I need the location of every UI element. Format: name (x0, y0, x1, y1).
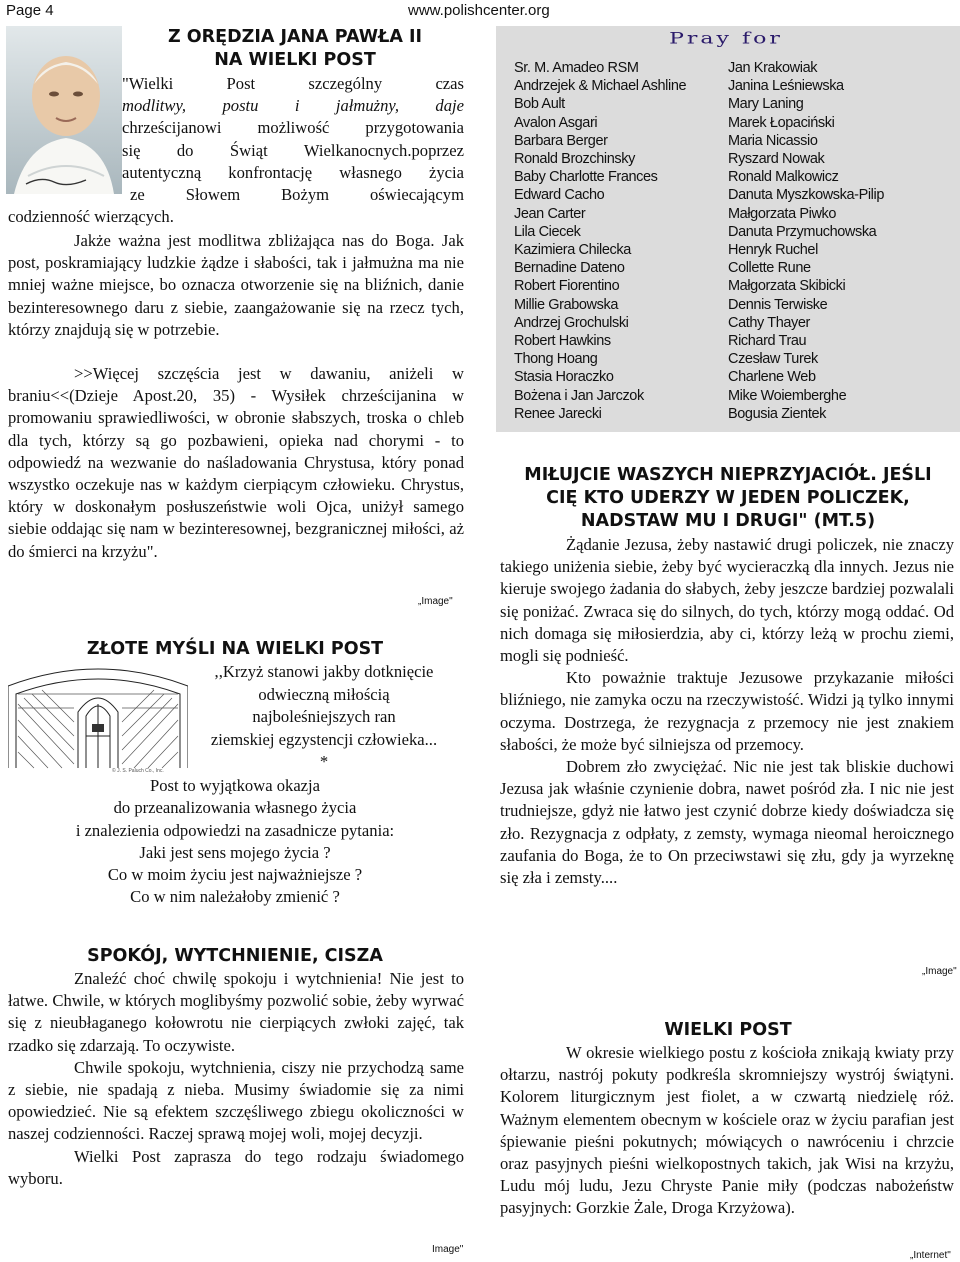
prayer-name: Maria Nicassio (728, 132, 818, 149)
intro-line: się do Świąt Wielkanocnych.poprzez (122, 140, 464, 160)
prayer-name: Robert Fiorentino (514, 278, 620, 295)
article3-title: SPOKÓJ, WYTCHNIENIE, CISZA (87, 946, 383, 966)
prayer-name: Dennis Terwiske (728, 296, 828, 313)
poem-line: Co w nim należałoby zmienić ? (130, 887, 340, 907)
poem-line: Co w moim życiu jest najważniejsze ? (107, 865, 363, 885)
article3-body (8, 968, 464, 1190)
prayer-name: Henryk Ruchel (728, 242, 818, 259)
prayer-name: Richard Trau (728, 333, 807, 350)
article1-body: Jakże ważna jest modlitwa zbliżająca nas do Boga. Jak post, poskramiający ludzkie żądze i słabości, tak i jałmużna ma nie mniej ważne miejsce, bo oznacza otworzenie się na bliźnich, danie bezinteresownego daru z siebie, zaangażowanie się na rzecz tych, którzy znajdują się w potrzebie. (8, 231, 464, 339)
article4-paragraph: Żądanie Jezusa, żeby nastawić drugi policzek, nie znaczy takiego uniżenia siebie, żeby być wycieraczką dla innych. Jezus nie kieruje swojego żadania do słabych, żeby jeszcze bardziej pozwalali się poniżać. Zwraca się do silnych, do tych, którzy mogą oddać. Od nich domaga się miłosierdzia, aby ci, którzy leżą w prochu ziemi, mogli się podnieść. (500, 535, 954, 666)
prayer-name: Baby Charlotte Frances (514, 169, 658, 186)
prayer-name: Ronald Malkowicz (728, 169, 839, 186)
article5-title: WIELKI POST (664, 1020, 792, 1040)
prayer-name: Małgorzata Skibicki (728, 278, 846, 295)
article1-title-line2: NA WIELKI POST (214, 50, 376, 70)
image-credit: © J. S. Paluch Co., Inc. (112, 768, 164, 774)
prayer-name: Jean Carter (514, 205, 586, 222)
prayer-name: Danuta Myszkowska-Pilip (728, 187, 884, 204)
poem-line: ziemskiej egzystencji człowieka... (210, 729, 438, 749)
article5-body: W okresie wielkiego postu z kościoła znikają kwiaty przy ołtarzu, nastrój pokuty podkreśla skromniejszy wystrój świątyni. Kolorem liturgicznym jest fiolet, a w czwartą niedzielę róż. Ważnym elementem obecnym w kościele oraz w życiu parafian jest śpiewanie pieśni pokutnych; mówiących o nawróceniu i chrzcie oraz pasyjnych pieśni wielkopostnych takich, jak Wisi na krzyżu, Ludu mój ludu, Jezu Chryste Panie miły (podczas nabożeństw pasyjnych: Gorzkie Żale, Droga Krzyżowa). (500, 1043, 954, 1218)
prayer-name: Marek Łopaciński (728, 114, 835, 131)
image-caption: Image" (432, 1244, 464, 1255)
prayer-name: Małgorzata Piwko (728, 205, 837, 222)
poem-line: Post to wyjątkowa okazja (149, 776, 321, 795)
pray-list-right (728, 59, 956, 423)
prayer-name: Collette Rune (728, 260, 811, 277)
church-window-drawing (8, 664, 188, 782)
prayer-name: Bernadine Dateno (514, 260, 625, 277)
prayer-name: Barbara Berger (514, 132, 608, 149)
article3-paragraph: Wielki Post zaprasza do tego rodzaju świadomego wyboru. (8, 1146, 464, 1188)
poem-line: odwieczną miłością (258, 684, 390, 704)
poem-line: ,,Krzyż stanowi jakby dotknięcie (214, 662, 434, 681)
pope-photo (6, 26, 122, 194)
article4-paragraph: Dobrem zło zwyciężać. Nic nie jest tak bliskie duchowi Jezusa jak właśnie czynienie dobra, nawet pośród zła. I nic nie jest trudniejsze, gdyż nie łatwo jest czynić dobrze kiedy doświadcza się zło. Rezygnacja z odpłaty, z zemsty, wymaga nieomal heroicznego zaufania do Boga, że to On przeciwstawi się złu, gdy ja wyrzeknę się zła i zemsty.... (500, 757, 954, 888)
pray-list-left (514, 59, 724, 423)
prayer-name: Ryszard Nowak (728, 151, 825, 168)
image-caption: „Image" (418, 596, 453, 607)
prayer-name: Ronald Brozchinsky (514, 151, 635, 168)
poem-line: Jaki jest sens mojego życia ? (139, 842, 331, 862)
article1-quote: >>Więcej szczęścia jest w dawaniu, aniżeli w braniu<<(Dzieje Apost.20, 35) - Wysiłek chrześcijanina w promowaniu sprawiedliwości, w obronie słabszych, troska o chleb dla tych, którzy są go pozbawieni, opieka nad chorymi - to odpowiedź na wezwanie do naśladowania Chrystusa, który ponad wszystko oczekuje nas w każdym cierpiącym człowieku. Chrystus, który w doskonałym posłuszeństwie woli Ojca, uniżył samego siebie oddając się nam w bezinteresownej, bezgranicznej miłości, aż do śmierci na krzyżu". (8, 364, 464, 561)
poem-line: * (319, 752, 329, 771)
prayer-name: Mike Woiemberghe (728, 387, 847, 404)
article4-title-line1: MIŁUJCIE WASZYCH NIEPRZYJACIÓŁ. JEŚLI (524, 465, 932, 485)
intro-line: modlitwy, postu i jałmużny, daje (122, 96, 464, 116)
prayer-name: Charlene Web (728, 369, 816, 386)
article1-title-line1: Z ORĘDZIA JANA PAWŁA II (168, 27, 422, 47)
page-number: Page 4 (6, 2, 54, 19)
prayer-name: Stasia Horaczko (514, 369, 614, 386)
prayer-name: Bożena i Jan Jarczok (514, 387, 644, 404)
article1-intro (122, 73, 464, 206)
prayer-name: Avalon Asgari (514, 114, 598, 131)
prayer-name: Robert Hawkins (514, 333, 611, 350)
prayer-name: Millie Grabowska (514, 296, 618, 313)
article4-title-line3: NADSTAW MU I DRUGI" (MT.5) (580, 511, 876, 531)
article1-cont: codzienność wierzących. (8, 207, 174, 226)
poem-line: do przeanalizowania własnego życia (113, 798, 357, 818)
article4-paragraph: Kto poważnie traktuje Jezusowe przykazanie miłości bliźniego, nie zamyka oczu na rzeczywistość. Widzi ją tylko innymi oczyma. Dostrzega, że rezygnacja z przemocy nie jest znakiem słabości, że może być silniejsza od przemocy. (500, 668, 954, 754)
intro-line: chrześcijanowi możliwość przygotowania (122, 118, 464, 138)
prayer-name: Thong Hoang (514, 351, 598, 368)
article3-paragraph: Chwile spokoju, wytchnienia, ciszy nie przychodzą same z siebie, nie spadają z nieba. Musimy świadomie się za nimi opowiedzieć. Nie są efektem szczęśliwego zbiegu okoliczności w naszej codzienności. Raczej sprawą mojej woli, mojej decyzji. (8, 1057, 464, 1144)
article4-title-line2: CIĘ KTO UDERZY W JEDEN POLICZEK, (546, 488, 910, 508)
prayer-name: Kazimiera Chilecka (514, 242, 631, 259)
prayer-name: Bob Ault (514, 96, 565, 113)
poem-part2 (6, 775, 464, 909)
prayer-name: Andrzej Grochulski (514, 314, 629, 331)
pray-for-title: Pray for (669, 30, 783, 48)
prayer-name: Janina Leśniewska (728, 78, 844, 95)
prayer-name: Sr. M. Amadeo RSM (514, 60, 639, 76)
intro-line: ze Słowem Bożym oświecającym (130, 185, 464, 205)
pray-for-box (496, 26, 960, 432)
intro-line: autentyczną konfrontację własnego życia (122, 162, 464, 182)
prayer-name: Czesław Turek (728, 351, 818, 368)
prayer-name: Andrzejek & Michael Ashline (514, 78, 687, 95)
poem-line: i znalezienia odpowiedzi na zasadnicze pytania: (75, 820, 395, 840)
prayer-name: Mary Laning (728, 96, 804, 113)
intro-line: "Wielki Post szczególny czas (122, 74, 464, 93)
prayer-name: Renee Jarecki (514, 405, 602, 422)
poem-part1 (188, 661, 460, 774)
prayer-name: Lila Ciecek (514, 223, 581, 240)
prayer-name: Danuta Przymuchowska (728, 223, 877, 240)
prayer-name: Edward Cacho (514, 187, 605, 204)
site-url: www.polishcenter.org (408, 2, 550, 19)
image-caption: „Image" (922, 966, 957, 977)
article3-paragraph: Znaleźć choć chwilę spokoju i wytchnienia! Nie jest to łatwe. Chwile, w których moglibyśmy pozwolić sobie, żeby wyrwać się z nieubłaganego kołowrotu nie cierpiących zwłoki zajęć, tak rzadko się zdarzają. To oczywiste. (8, 969, 464, 1055)
prayer-name: Bogusia Zientek (728, 405, 826, 422)
article4-body (500, 534, 954, 889)
article2-title: ZŁOTE MYŚLI NA WIELKI POST (86, 639, 384, 659)
internet-caption: „Internet" (910, 1250, 951, 1261)
poem-line: najboleśniejszych ran (252, 707, 396, 726)
prayer-name: Cathy Thayer (728, 314, 810, 331)
prayer-name: Jan Krakowiak (728, 60, 818, 76)
